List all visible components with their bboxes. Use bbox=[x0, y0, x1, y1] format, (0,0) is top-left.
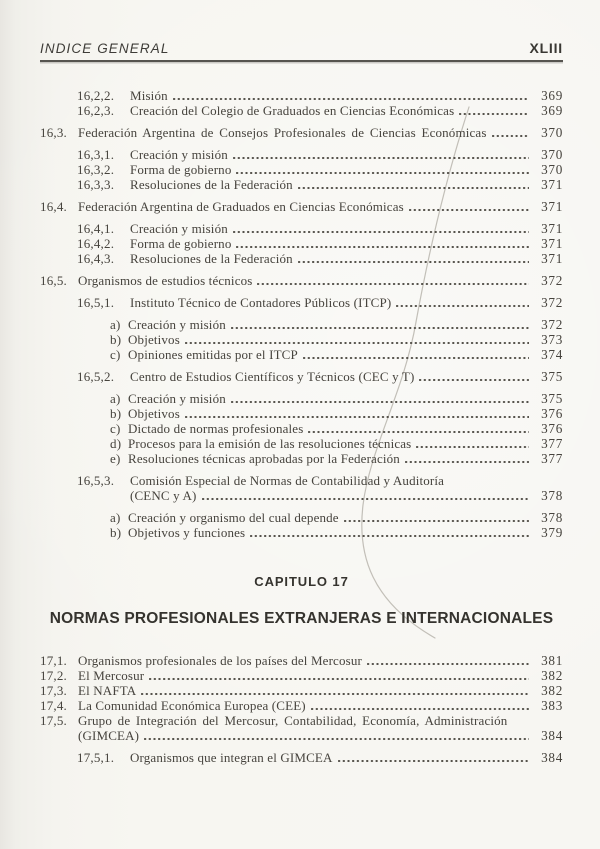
running-header-title: INDICE GENERAL bbox=[40, 41, 170, 56]
toc-entry bbox=[40, 103, 563, 118]
toc-entry-number: 16,5,3. bbox=[77, 473, 115, 488]
dot-leader bbox=[396, 305, 529, 307]
toc-entry-title: Instituto Técnico de Contadores Públicos (ITCP) bbox=[130, 295, 392, 310]
toc-entry-title: Organismos que integran el GIMCEA bbox=[130, 750, 333, 765]
toc-entry-number: 16,3,1. bbox=[77, 147, 115, 162]
dot-leader bbox=[419, 379, 529, 381]
toc-entry bbox=[40, 369, 563, 384]
toc-section-chapter-17 bbox=[40, 653, 563, 765]
toc-entry-page: 382 bbox=[541, 683, 563, 698]
toc-entry-number: 16,2,3. bbox=[77, 103, 115, 118]
dot-leader bbox=[459, 113, 529, 115]
toc-entry bbox=[40, 728, 563, 743]
toc-entry bbox=[40, 273, 563, 288]
toc-entry-title: Procesos para la emisión de las resoluciones técnicas bbox=[128, 436, 412, 451]
toc-entry-number: 16,4,1. bbox=[77, 221, 115, 236]
toc-entry-number: a) bbox=[110, 391, 121, 406]
toc-entry-number: 17,5,1. bbox=[77, 750, 115, 765]
toc-entry-page: 369 bbox=[541, 103, 563, 118]
toc-entry-title-continuation: (GIMCEA) bbox=[78, 728, 140, 743]
toc-entry-number: e) bbox=[110, 451, 121, 466]
toc-entry bbox=[40, 421, 563, 436]
toc-entry bbox=[40, 236, 563, 251]
toc-entry-number: a) bbox=[110, 317, 121, 332]
toc-entry bbox=[40, 406, 563, 421]
toc-entry bbox=[40, 125, 563, 140]
toc-entry-number: 16,5,1. bbox=[77, 295, 115, 310]
toc-entry-page: 378 bbox=[541, 510, 563, 525]
toc-entry-number: 16,3. bbox=[40, 125, 67, 140]
toc-entry-title: Resoluciones de la Federación bbox=[130, 177, 293, 192]
toc-entry bbox=[40, 391, 563, 406]
toc-entry-page: 384 bbox=[541, 750, 563, 765]
dot-leader bbox=[185, 342, 529, 344]
toc-entry-title: La Comunidad Económica Europea (CEE) bbox=[78, 698, 306, 713]
toc-entry-number: b) bbox=[110, 525, 122, 540]
toc-entry bbox=[40, 668, 563, 683]
toc-entry bbox=[40, 317, 563, 332]
toc-entry-title: El NAFTA bbox=[78, 683, 137, 698]
toc-entry bbox=[40, 473, 563, 488]
toc-entry-title: Opiniones emitidas por el ITCP bbox=[128, 347, 298, 362]
toc-entry-title: Organismos profesionales de los países del Mercosur bbox=[78, 653, 362, 668]
toc-entry-number: b) bbox=[110, 406, 122, 421]
toc-entry-title: Resoluciones de la Federación bbox=[130, 251, 293, 266]
dot-leader bbox=[298, 187, 529, 189]
dot-leader bbox=[149, 678, 529, 680]
toc-entry-number: a) bbox=[110, 510, 121, 525]
toc-entry-title: Misión bbox=[130, 88, 168, 103]
toc-entry bbox=[40, 177, 563, 192]
running-header bbox=[40, 40, 563, 62]
toc-entry-number: b) bbox=[110, 332, 122, 347]
toc-entry-number: 16,5. bbox=[40, 273, 67, 288]
toc-entry-title: Forma de gobierno bbox=[130, 236, 232, 251]
toc-entry bbox=[40, 750, 563, 765]
toc-entry-title: Creación y misión bbox=[130, 147, 228, 162]
dot-leader bbox=[250, 535, 529, 537]
toc-entry-page: 371 bbox=[541, 177, 563, 192]
toc-entry bbox=[40, 653, 563, 668]
toc-entry-title: Federación Argentina de Consejos Profesionales de Ciencias Económicas bbox=[78, 125, 487, 140]
toc-entry bbox=[40, 698, 563, 713]
page-number: XLIII bbox=[529, 40, 563, 56]
toc-entry-title: Creación y misión bbox=[128, 391, 226, 406]
toc-entry-page: 383 bbox=[541, 698, 563, 713]
toc-entry-title: Objetivos bbox=[128, 406, 180, 421]
toc-entry bbox=[40, 525, 563, 540]
toc-entry bbox=[40, 162, 563, 177]
dot-leader bbox=[298, 261, 529, 263]
toc-entry-number: 17,5. bbox=[40, 713, 67, 728]
toc-entry-title: Objetivos y funciones bbox=[128, 525, 246, 540]
toc-entry-page: 371 bbox=[541, 199, 563, 214]
toc-entry-number: 16,4,2. bbox=[77, 236, 115, 251]
toc-entry-number: 16,2,2. bbox=[77, 88, 115, 103]
page-content bbox=[40, 40, 563, 765]
dot-leader bbox=[185, 416, 529, 418]
dot-leader bbox=[233, 231, 529, 233]
toc-entry-page: 376 bbox=[541, 421, 563, 436]
toc-entry-page: 378 bbox=[541, 488, 563, 503]
toc-entry bbox=[40, 451, 563, 466]
toc-entry-page: 371 bbox=[541, 236, 563, 251]
toc-entry-page: 372 bbox=[541, 295, 563, 310]
toc-entry-number: 17,3. bbox=[40, 683, 67, 698]
toc-entry-title: Dictado de normas profesionales bbox=[128, 421, 304, 436]
toc-entry bbox=[40, 436, 563, 451]
dot-leader bbox=[141, 693, 529, 695]
toc-entry-page: 381 bbox=[541, 653, 563, 668]
dot-leader bbox=[338, 760, 529, 762]
toc-entry-number: 16,5,2. bbox=[77, 369, 115, 384]
toc-entry-page: 372 bbox=[541, 317, 563, 332]
toc-entry bbox=[40, 251, 563, 266]
toc-entry-page: 369 bbox=[541, 88, 563, 103]
toc-entry-page: 382 bbox=[541, 668, 563, 683]
toc-entry bbox=[40, 147, 563, 162]
toc-entry-title: Creación y organismo del cual depende bbox=[128, 510, 339, 525]
toc-entry-number: c) bbox=[110, 347, 121, 362]
toc-entry bbox=[40, 347, 563, 362]
toc-entry-number: 17,2. bbox=[40, 668, 67, 683]
toc-entry-number: c) bbox=[110, 421, 121, 436]
toc-entry bbox=[40, 88, 563, 103]
dot-leader bbox=[231, 401, 529, 403]
toc-entry-page: 370 bbox=[541, 147, 563, 162]
toc-entry-number: d) bbox=[110, 436, 122, 451]
dot-leader bbox=[308, 431, 529, 433]
toc-entry-page: 384 bbox=[541, 728, 563, 743]
toc-entry-title: Comisión Especial de Normas de Contabilidad y Auditoría bbox=[130, 473, 445, 488]
toc-entry-page: 377 bbox=[541, 451, 563, 466]
toc-entry-title: Forma de gobierno bbox=[130, 162, 232, 177]
dot-leader bbox=[257, 283, 529, 285]
dot-leader bbox=[236, 172, 529, 174]
toc-entry bbox=[40, 683, 563, 698]
toc-entry-title-continuation: (CENC y A) bbox=[130, 488, 197, 503]
dot-leader bbox=[311, 708, 529, 710]
toc-entry bbox=[40, 713, 563, 728]
dot-leader bbox=[409, 209, 529, 211]
toc-entry bbox=[40, 221, 563, 236]
dot-leader bbox=[233, 157, 529, 159]
dot-leader bbox=[144, 738, 529, 740]
toc-entry-page: 374 bbox=[541, 347, 563, 362]
toc-entry-page: 377 bbox=[541, 436, 563, 451]
toc-entry bbox=[40, 488, 563, 503]
toc-entry-page: 373 bbox=[541, 332, 563, 347]
toc-entry-number: 17,1. bbox=[40, 653, 67, 668]
toc-entry bbox=[40, 295, 563, 310]
toc-entry bbox=[40, 510, 563, 525]
chapter-number: CAPITULO 17 bbox=[254, 574, 349, 589]
toc-entry-number: 16,3,3. bbox=[77, 177, 115, 192]
toc-section-chapter-16 bbox=[40, 88, 563, 540]
toc-entry-page: 372 bbox=[541, 273, 563, 288]
toc-entry bbox=[40, 199, 563, 214]
toc-entry-page: 379 bbox=[541, 525, 563, 540]
dot-leader bbox=[405, 461, 529, 463]
toc-entry-title: Objetivos bbox=[128, 332, 180, 347]
toc-entry-page: 376 bbox=[541, 406, 563, 421]
dot-leader bbox=[344, 520, 529, 522]
toc-entry-title: Organismos de estudios técnicos bbox=[78, 273, 253, 288]
toc-entry-number: 16,4. bbox=[40, 199, 67, 214]
dot-leader bbox=[236, 246, 529, 248]
toc-entry-title: Federación Argentina de Graduados en Ciencias Económicas bbox=[78, 199, 404, 214]
toc-entry-number: 16,4,3. bbox=[77, 251, 115, 266]
dot-leader bbox=[231, 327, 529, 329]
toc-entry-title: Creación del Colegio de Graduados en Ciencias Económicas bbox=[130, 103, 455, 118]
dot-leader bbox=[367, 663, 529, 665]
chapter-heading bbox=[40, 574, 563, 628]
toc-entry-page: 371 bbox=[541, 251, 563, 266]
toc-entry-title: Creación y misión bbox=[128, 317, 226, 332]
toc-entry-page: 375 bbox=[541, 391, 563, 406]
chapter-title: NORMAS PROFESIONALES EXTRANJERAS E INTERNACIONALES bbox=[49, 610, 554, 627]
dot-leader bbox=[173, 98, 529, 100]
toc-entry-page: 370 bbox=[541, 125, 563, 140]
dot-leader bbox=[416, 446, 529, 448]
toc-entry-title: Centro de Estudios Científicos y Técnicos (CEC y T) bbox=[130, 369, 415, 384]
toc-entry-page: 375 bbox=[541, 369, 563, 384]
toc-entry-number: 17,4. bbox=[40, 698, 67, 713]
dot-leader bbox=[492, 135, 529, 137]
toc-entry bbox=[40, 332, 563, 347]
dot-leader bbox=[202, 498, 530, 500]
toc-entry-page: 371 bbox=[541, 221, 563, 236]
toc-entry-title: Creación y misión bbox=[130, 221, 228, 236]
dot-leader bbox=[303, 357, 529, 359]
toc-entry-title: El Mercosur bbox=[78, 668, 145, 683]
toc-entry-page: 370 bbox=[541, 162, 563, 177]
toc-entry-number: 16,3,2. bbox=[77, 162, 115, 177]
toc-entry-title: Grupo de Integración del Mercosur, Contabilidad, Economía, Administración bbox=[78, 713, 508, 728]
toc-entry-title: Resoluciones técnicas aprobadas por la Federación bbox=[128, 451, 400, 466]
